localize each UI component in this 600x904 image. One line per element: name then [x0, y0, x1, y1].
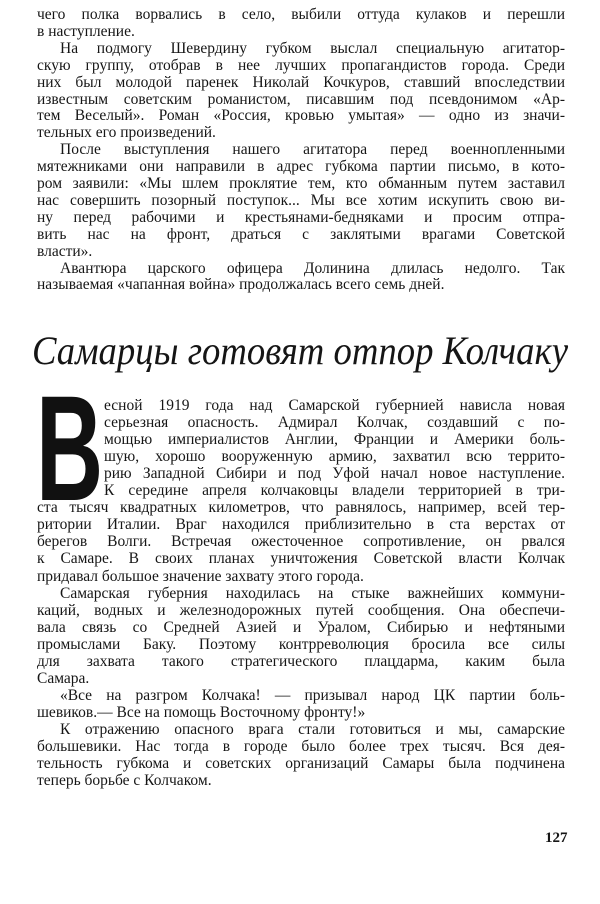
text-line: ритории Италии. Враг находился приблизительно в ста верстах от	[37, 516, 565, 534]
text-line: Самара.	[37, 669, 90, 687]
text-line: промыслами Баку. Поэтому контрреволюция бросила все силы	[37, 635, 565, 653]
text-line: для захвата такого стратегического плацдарма, каким была	[37, 652, 565, 670]
text-line: вить нас на фронт, драться с заклятыми врагами Советской	[37, 225, 565, 243]
text-line: серьезная опасность. Адмирал Колчак, создавший с по-	[104, 414, 565, 432]
text-line: известным советским романистом, писавшим под псевдонимом «Ар-	[37, 90, 565, 108]
text-line: называемая «чапанная война» продолжалась всего семь дней.	[37, 276, 445, 294]
text-line: «Все на разгром Колчака! — призывал народ ЦК партии боль-	[60, 686, 565, 704]
text-line: ну перед рабочими и крестьянами-бедняками и просим отпра-	[37, 208, 565, 226]
text-line: нас совершить позорный поступок... Мы все хотим искупить свою ви-	[37, 191, 565, 209]
text-line: теперь борьбе с Колчаком.	[37, 772, 212, 790]
text-line: Самарская губерния находилась на стыке важнейших коммуни-	[60, 584, 565, 602]
text-line: власти».	[37, 242, 93, 260]
text-line: После выступления нашего агитатора перед военнопленными	[60, 141, 565, 159]
text-line: К отражению опасного врага стали готовиться и мы, самарские	[60, 720, 565, 738]
drop-cap: В	[36, 364, 104, 532]
text-line: ста тысяч квадратных километров, что равнялось, например, всей тер-	[37, 499, 565, 517]
text-line: мятежниками они направили в адрес губкома партии письмо, в кото-	[37, 158, 565, 176]
text-line: большевики. Нас тогда в городе было более трех тысяч. Вся дея-	[37, 738, 565, 755]
text-line: чего полка ворвались в село, выбили оттуда кулаков и перешли	[37, 6, 565, 23]
chapter-heading-text: Самарцы готовят отпор Колчаку	[32, 328, 569, 373]
text-line: каций, водных и железнодорожных путей сообщения. Она обеспечи-	[37, 601, 565, 619]
chapter-heading	[30, 326, 570, 376]
text-line: к Самаре. В своих планах уничтожения Советской власти Колчак	[37, 550, 565, 568]
text-line: вала связь со Средней Азией и Уралом, Сибирью и нефтяными	[37, 618, 565, 636]
text-line: Авантюра царского офицера Долинина длилась недолго. Так	[60, 259, 565, 277]
text-line: ром заявили: «Мы шлем проклятие тем, кто обманным путем заставил	[37, 175, 565, 192]
text-line: берегов Волги. Встречая ожесточенное сопротивление, он рвался	[37, 533, 565, 551]
text-line: тельность губкома и советских организаций Самары была подчинена	[37, 755, 565, 773]
text-line: На подмогу Шевердину губком выслал специальную агитатор-	[60, 39, 565, 57]
text-line: шевиков.— Все на помощь Восточному фронту!»	[37, 703, 366, 721]
text-line: есной 1919 года над Самарской губернией нависла новая	[104, 397, 565, 414]
text-line: К середине апреля колчаковцы владели территорией в три-	[104, 482, 565, 500]
text-line: в наступление.	[37, 22, 135, 40]
text-line: рию Западной Сибири и под Уфой начал новое наступление.	[104, 465, 565, 483]
text-line: тем Веселый». Роман «Россия, кровью умытая» — одно из значи-	[37, 107, 565, 125]
text-line: тельных его произведений.	[37, 124, 216, 142]
text-line: скую группу, отобрав в нее лучших пропагандистов города. Среди	[37, 56, 565, 74]
page-number: 127	[545, 830, 568, 846]
text-line: них был молодой паренек Николай Кочкуров, ставший впоследствии	[37, 73, 565, 91]
text-line: придавал большое значение захвату этого города.	[37, 567, 364, 585]
text-line: шую, хорошо вооруженную армию, захватил всю террито-	[104, 448, 565, 466]
text-line: мощью империалистов Англии, Франции и Америки боль-	[104, 431, 565, 449]
